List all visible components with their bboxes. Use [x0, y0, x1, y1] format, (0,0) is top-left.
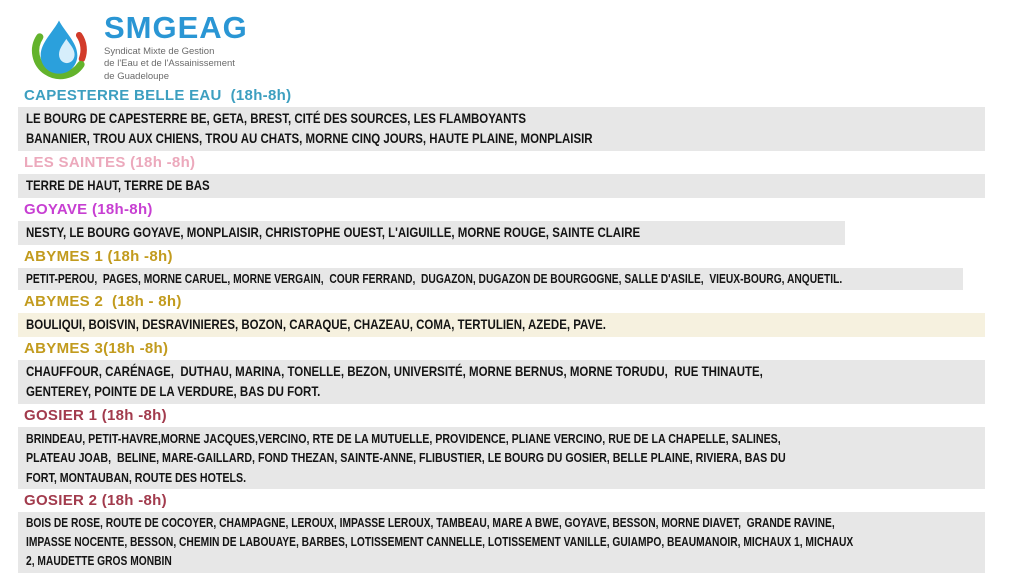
- brand-subtitle-line: Syndicat Mixte de Gestion: [104, 46, 215, 57]
- area-line: BOIS DE ROSE, ROUTE DE COCOYER, CHAMPAGNE, LEROUX, IMPASSE LEROUX, TAMBEAU, MARE A BWE, GOYAVE, BESSON, MORNE DIAVET, GRANDE RAVINE,: [26, 516, 835, 531]
- section-areas: [18, 268, 963, 291]
- section-title: ABYMES 3(18h -8h): [24, 340, 169, 358]
- section-gosier-1: [18, 407, 1024, 490]
- section-title: ABYMES 2 (18h - 8h): [24, 293, 182, 311]
- area-line: 2, MAUDETTE GROS MONBIN: [26, 553, 172, 568]
- logo-smgeag: [26, 12, 1024, 83]
- area-line: PLATEAU JOAB, BELINE, MARE-GAILLARD, FOND THEZAN, SAINTE-ANNE, FLIBUSTIER, LE BOURG DU GOSIER, BELLE PLAINE, RIVIERA, BAS DU: [26, 450, 786, 466]
- area-line: BANANIER, TROU AUX CHIENS, TROU AU CHATS, MORNE CINQ JOURS, HAUTE PLAINE, MONPLAISIR: [26, 129, 593, 146]
- area-line: FORT, MONTAUBAN, ROUTE DES HOTELS.: [26, 469, 247, 485]
- section-title: LES SAINTES (18h -8h): [24, 153, 196, 171]
- brand-subtitle-line: de Guadeloupe: [104, 70, 169, 82]
- area-line: IMPASSE NOCENTE, BESSON, CHEMIN DE LABOUAYE, BARBES, LOTISSEMENT CANNELLE, LOTISSEMENT VANILLE, GUIAMPO, BEAUMANOIR, MICHAUX 1, MICHAUX: [26, 535, 854, 550]
- section-title: GOSIER 1 (18h -8h): [24, 406, 167, 424]
- water-drop-icon: [26, 13, 92, 83]
- area-line: BRINDEAU, PETIT-HAVRE,MORNE JACQUES,VERCINO, RTE DE LA MUTUELLE, PROVIDENCE, PLIANE VERCINO, RUE DE LA CHAPELLE, SALINES,: [26, 430, 781, 446]
- section-gosier-2: [18, 492, 1024, 572]
- section-abymes-1: [18, 248, 1024, 291]
- section-areas: [18, 360, 985, 404]
- section-abymes-3: [18, 340, 1024, 404]
- section-areas: [18, 107, 985, 151]
- section-title: GOYAVE (18h-8h): [24, 200, 153, 218]
- section-title: CAPESTERRE BELLE EAU (18h-8h): [24, 87, 292, 105]
- area-line: LE BOURG DE CAPESTERRE BE, GETA, BREST, CITÉ DES SOURCES, LES FLAMBOYANTS: [26, 110, 527, 127]
- area-line: BOULIQUI, BOISVIN, DESRAVINIERES, BOZON, CARAQUE, CHAZEAU, COMA, TERTULIEN, AZEDE, PAVE.: [26, 316, 606, 333]
- brand-name: SMGEAG: [104, 10, 248, 45]
- brand-subtitle: [104, 46, 248, 83]
- area-line: CHAUFFOUR, CARÉNAGE, DUTHAU, MARINA, TONELLE, BEZON, UNIVERSITÉ, MORNE BERNUS, MORNE TORUDU, RUE THINAUTE,: [26, 363, 763, 380]
- section-title: ABYMES 1 (18h -8h): [24, 247, 173, 265]
- area-line: GENTEREY, POINTE DE LA VERDURE, BAS DU FORT.: [26, 383, 321, 400]
- section-areas: [18, 313, 985, 337]
- brand-block: [104, 12, 248, 83]
- section-areas: [18, 512, 985, 572]
- water-schedule-list: [18, 87, 1024, 573]
- section-title: GOSIER 2 (18h -8h): [24, 492, 167, 510]
- area-line: TERRE DE HAUT, TERRE DE BAS: [26, 176, 210, 193]
- area-line: PETIT-PEROU, PAGES, MORNE CARUEL, MORNE VERGAIN, COUR FERRAND, DUGAZON, DUGAZON DE BOURGOGNE, SALLE D'ASILE, VIEUX-BOURG, ANQUETIL.: [26, 271, 843, 286]
- section-areas: [18, 221, 845, 245]
- section-les-saintes: [18, 154, 1024, 198]
- area-line: NESTY, LE BOURG GOYAVE, MONPLAISIR, CHRISTOPHE OUEST, L'AIGUILLE, MORNE ROUGE, SAINTE CLAIRE: [26, 223, 641, 240]
- section-abymes-2: [18, 293, 1024, 337]
- brand-subtitle-line: de l'Eau et de l'Assainissement: [104, 58, 235, 70]
- section-areas: [18, 427, 985, 490]
- section-areas: [18, 174, 985, 198]
- section-capesterre-belle-eau: [18, 87, 1024, 151]
- section-goyave: [18, 201, 1024, 245]
